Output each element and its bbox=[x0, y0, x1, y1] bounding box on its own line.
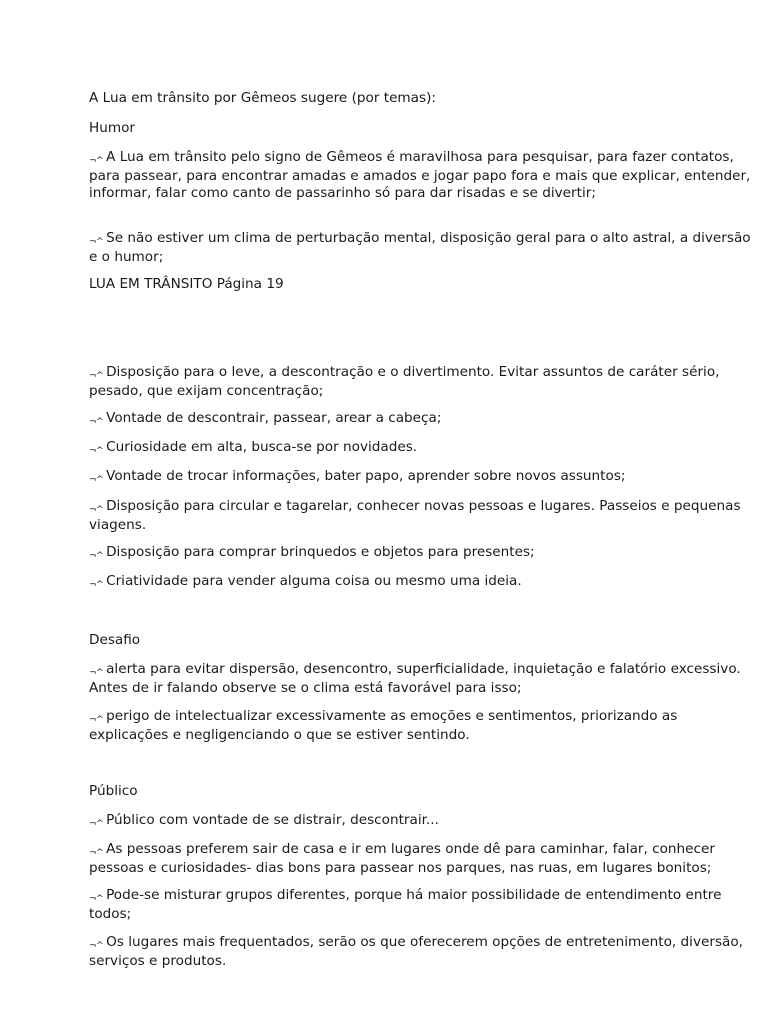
bullet-icon: ¬^ bbox=[89, 237, 104, 247]
bullet-icon: ¬^ bbox=[89, 819, 104, 829]
humor-item: ¬^ A Lua em trânsito pelo signo de Gêmeos é maravilhosa para pesquisar, para fazer contatos, para passear, para encontrar amadas e amados e jogar papo fora e mais que explicar, entender, informar, falar como canto de passarinho só para dar risadas e se divertir; bbox=[89, 149, 751, 201]
desafio-item: ¬^ alerta para evitar dispersão, desencontro, superficialidade, inquietação e falatório excessivo. Antes de ir falando observe se o clima está favorável para isso; bbox=[89, 661, 741, 696]
publico-item: ¬^ Os lugares mais frequentados, serão os que oferecerem opções de entretenimento, diversão, serviços e produtos. bbox=[89, 934, 744, 969]
intro-line: A Lua em trânsito por Gêmeos sugere (por temas): bbox=[89, 90, 436, 106]
bullet-icon: ¬^ bbox=[89, 941, 104, 951]
publico-heading: Público bbox=[89, 783, 138, 799]
bullet-icon: ¬^ bbox=[89, 551, 104, 561]
bullet-icon: ¬^ bbox=[89, 475, 104, 485]
desafio-item: ¬^ perigo de intelectualizar excessivamente as emoções e sentimentos, priorizando as explicações e negligenciando o que se estiver sentindo. bbox=[89, 708, 678, 743]
bullet-icon: ¬^ bbox=[89, 505, 104, 515]
list-item: ¬^ Vontade de trocar informações, bater papo, aprender sobre novos assuntos; bbox=[89, 468, 626, 485]
publico-item: ¬^ As pessoas preferem sair de casa e ir em lugares onde dê para caminhar, falar, conhecer pessoas e curiosidades- dias bons para passear nos parques, nas ruas, em lugares bonitos; bbox=[89, 841, 715, 876]
bullet-icon: ¬^ bbox=[89, 417, 104, 427]
list-item: ¬^ Vontade de descontrair, passear, arear a cabeça; bbox=[89, 410, 442, 427]
publico-item: ¬^ Pode-se misturar grupos diferentes, porque há maior possibilidade de entendimento entre todos; bbox=[89, 887, 722, 922]
humor-item: ¬^ Se não estiver um clima de perturbação mental, disposição geral para o alto astral, a diversão e o humor; bbox=[89, 230, 751, 265]
bullet-icon: ¬^ bbox=[89, 580, 104, 590]
bullet-icon: ¬^ bbox=[89, 446, 104, 456]
bullet-icon: ¬^ bbox=[89, 715, 104, 725]
bullet-icon: ¬^ bbox=[89, 371, 104, 381]
list-item: ¬^ Disposição para circular e tagarelar, conhecer novas pessoas e lugares. Passeios e pequenas viagens. bbox=[89, 498, 741, 533]
page-footer: LUA EM TRÂNSITO Página 19 bbox=[89, 276, 284, 292]
humor-heading: Humor bbox=[89, 120, 135, 136]
list-item: ¬^ Disposição para o leve, a descontração e o divertimento. Evitar assuntos de caráter sério, pesado, que exijam concentração; bbox=[89, 364, 720, 399]
bullet-icon: ¬^ bbox=[89, 668, 104, 678]
list-item: ¬^ Criatividade para vender alguma coisa ou mesmo uma ideia. bbox=[89, 573, 522, 590]
desafio-heading: Desafio bbox=[89, 632, 141, 648]
list-item: ¬^ Curiosidade em alta, busca-se por novidades. bbox=[89, 439, 418, 456]
list-item: ¬^ Disposição para comprar brinquedos e objetos para presentes; bbox=[89, 544, 535, 561]
bullet-icon: ¬^ bbox=[89, 894, 104, 904]
bullet-icon: ¬^ bbox=[89, 156, 104, 166]
publico-item: ¬^ Público com vontade de se distrair, descontrair... bbox=[89, 812, 439, 829]
bullet-icon: ¬^ bbox=[89, 848, 104, 858]
